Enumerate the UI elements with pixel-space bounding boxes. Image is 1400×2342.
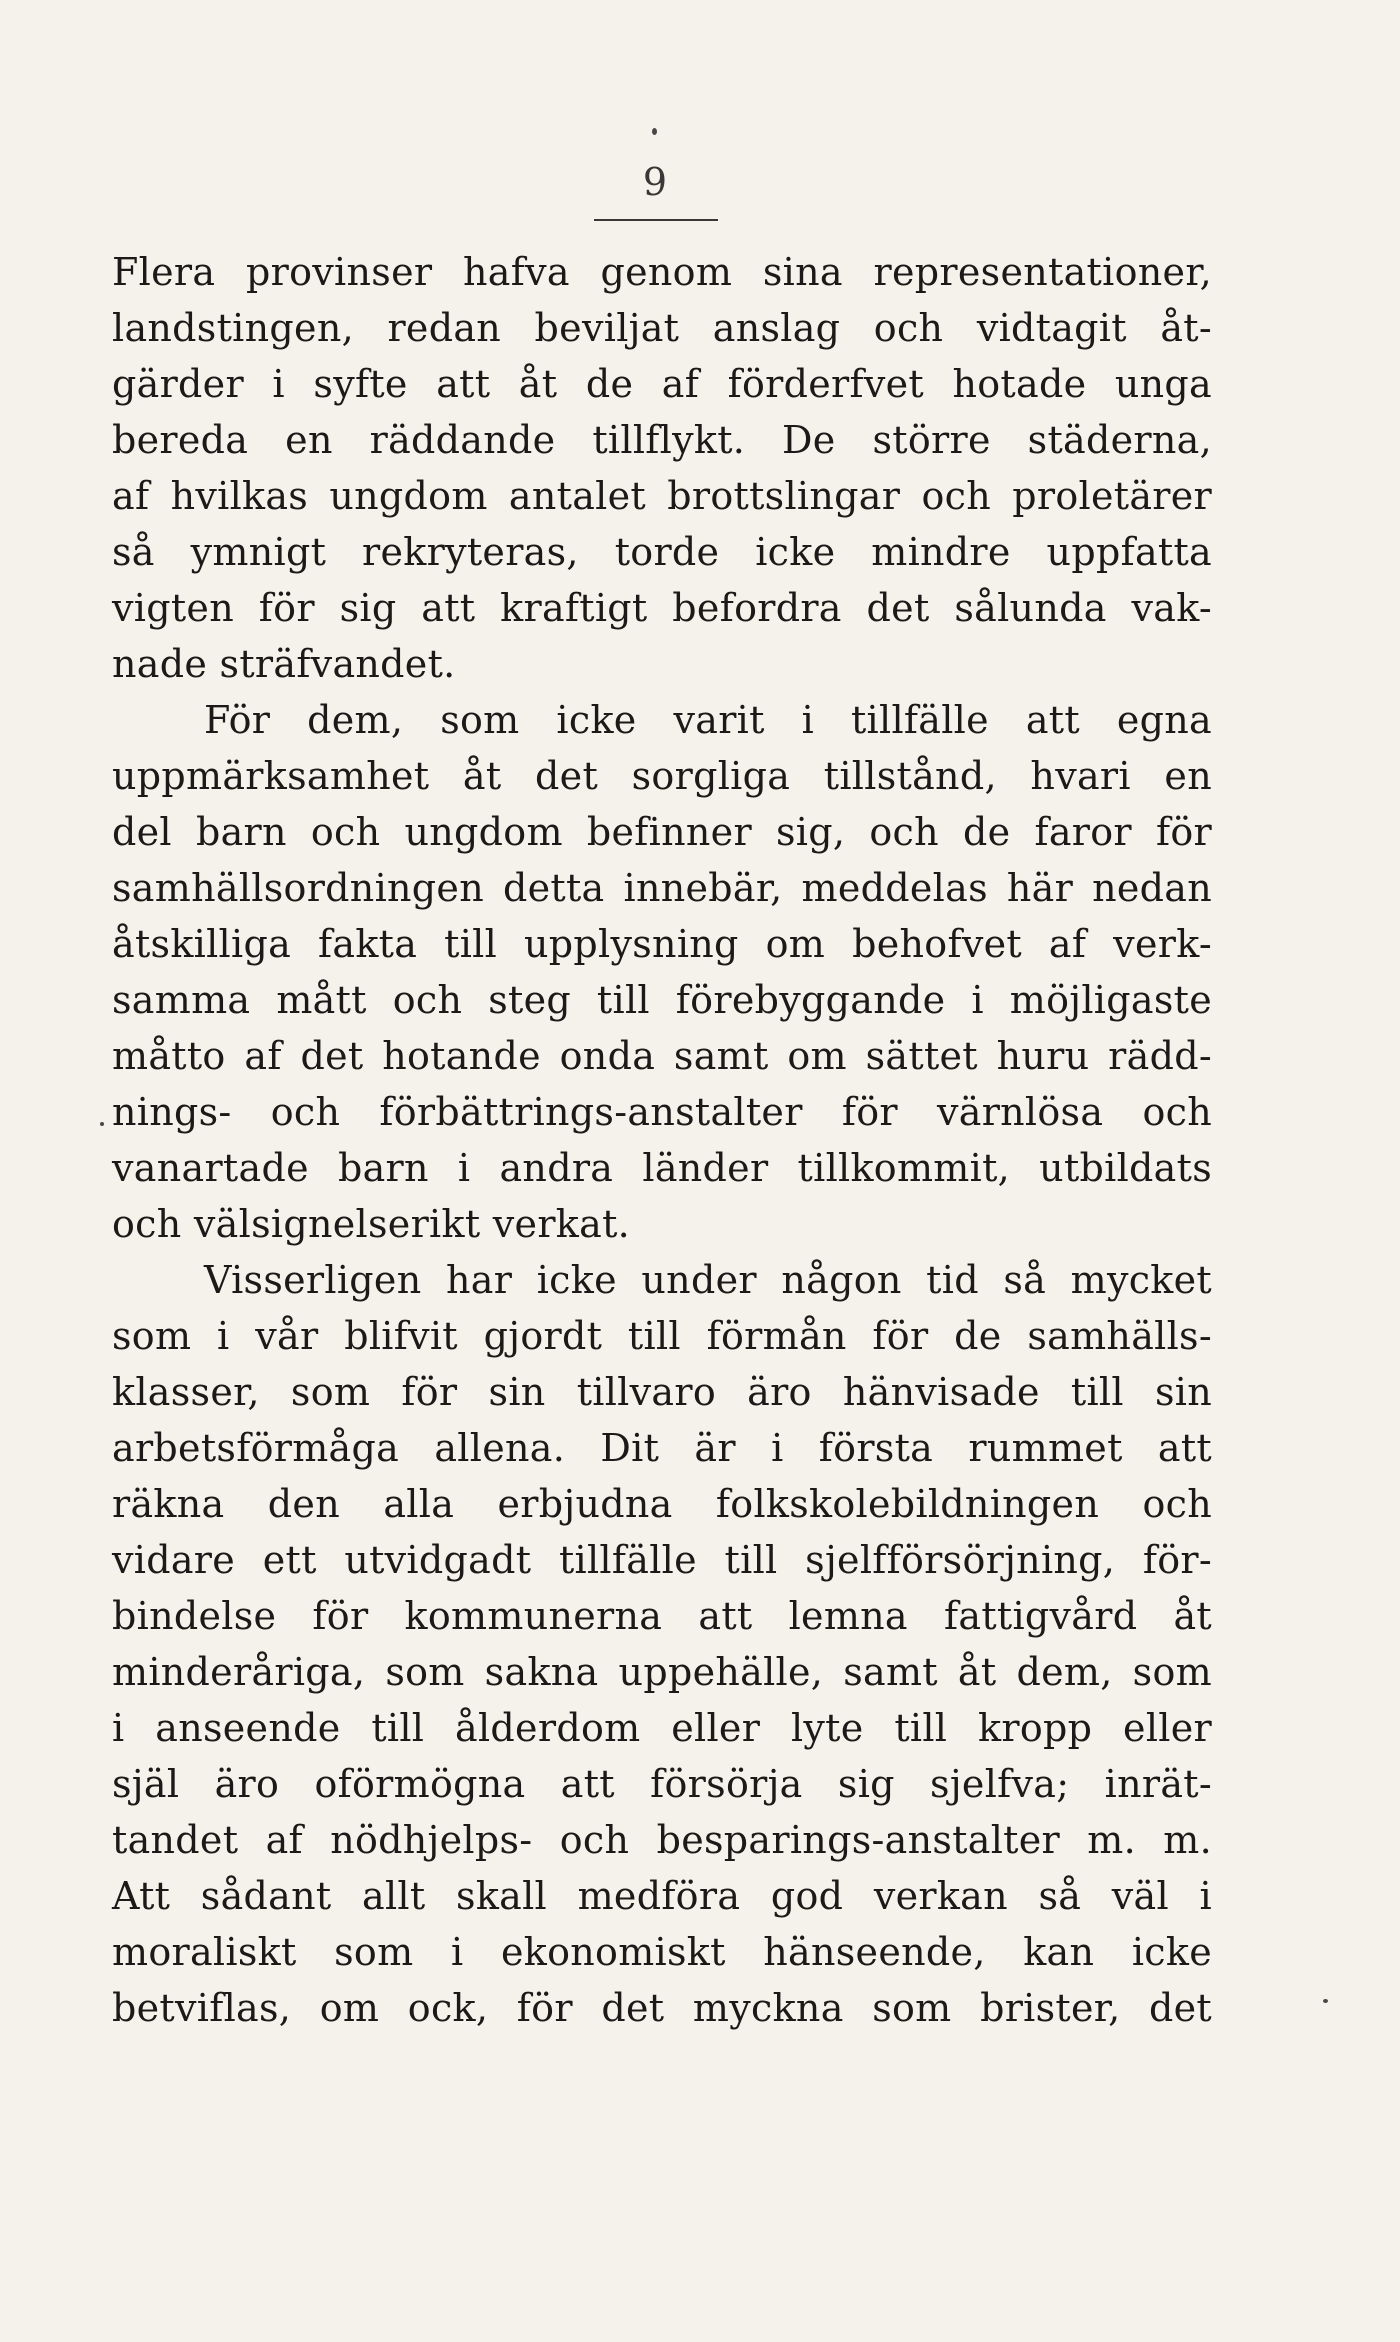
text-line: vanartade barn i andra länder tillkommit, utbildats [112, 1146, 1212, 1190]
page-number-rule [594, 219, 718, 221]
text-line: moraliskt som i ekonomiskt hänseende, kan icke [112, 1930, 1212, 1974]
text-line: minderåriga, som sakna uppehälle, samt åt dem, som [112, 1650, 1212, 1694]
ink-speck [1323, 1999, 1328, 2003]
text-line: samma mått och steg till förebyggande i möjligaste [112, 978, 1212, 1022]
text-line: betviflas, om ock, för det myckna som brister, det [112, 1986, 1212, 2030]
page-number: 9 [642, 160, 668, 204]
ink-speck [652, 128, 657, 135]
text-line: åtskilliga fakta till upplysning om behofvet af verk- [112, 922, 1212, 966]
text-line: måtto af det hotande onda samt om sättet huru rädd- [112, 1034, 1212, 1078]
text-line: Visserligen har icke under någon tid så mycket [204, 1258, 1212, 1302]
text-line: bindelse för kommunerna att lemna fattigvård åt [112, 1594, 1212, 1638]
text-line: tandet af nödhjelps- och besparings-anstalter m. m. [112, 1818, 1212, 1862]
text-line: vidare ett utvidgadt tillfälle till sjelfförsörjning, för- [112, 1538, 1212, 1582]
ink-speck [100, 1122, 104, 1126]
text-line: nade sträfvandet. [112, 642, 456, 686]
text-line: samhällsordningen detta innebär, meddelas här nedan [112, 866, 1212, 910]
text-line: af hvilkas ungdom antalet brottslingar och proletärer [112, 474, 1212, 518]
text-line: klasser, som för sin tillvaro äro hänvisade till sin [112, 1370, 1212, 1414]
text-line: vigten för sig att kraftigt befordra det sålunda vak- [112, 586, 1212, 630]
text-line: arbetsförmåga allena. Dit är i första rummet att [112, 1426, 1212, 1470]
text-line: som i vår blifvit gjordt till förmån för de samhälls- [112, 1314, 1212, 1358]
text-line: Att sådant allt skall medföra god verkan så väl i [112, 1874, 1212, 1918]
text-line: Flera provinser hafva genom sina representationer, [112, 250, 1212, 294]
text-line: landstingen, redan beviljat anslag och vidtagit åt- [112, 306, 1212, 350]
text-line: i anseende till ålderdom eller lyte till kropp eller [112, 1706, 1212, 1750]
text-line: nings- och förbättrings-anstalter för värnlösa och [112, 1090, 1212, 1134]
text-line: gärder i syfte att åt de af förderfvet hotade unga [112, 362, 1212, 406]
body-text [112, 244, 1212, 2036]
text-line: För dem, som icke varit i tillfälle att egna [204, 698, 1212, 742]
text-line: bereda en räddande tillflykt. De större städerna, [112, 418, 1212, 462]
text-line: del barn och ungdom befinner sig, och de faror för [112, 810, 1212, 854]
text-line: och välsignelserikt verkat. [112, 1202, 631, 1246]
text-line: själ äro oförmögna att försörja sig sjelfva; inrät- [112, 1762, 1212, 1806]
text-line: räkna den alla erbjudna folkskolebildningen och [112, 1482, 1212, 1526]
text-line: uppmärksamhet åt det sorgliga tillstånd, hvari en [112, 754, 1212, 798]
text-line: så ymnigt rekryteras, torde icke mindre uppfatta [112, 530, 1212, 574]
